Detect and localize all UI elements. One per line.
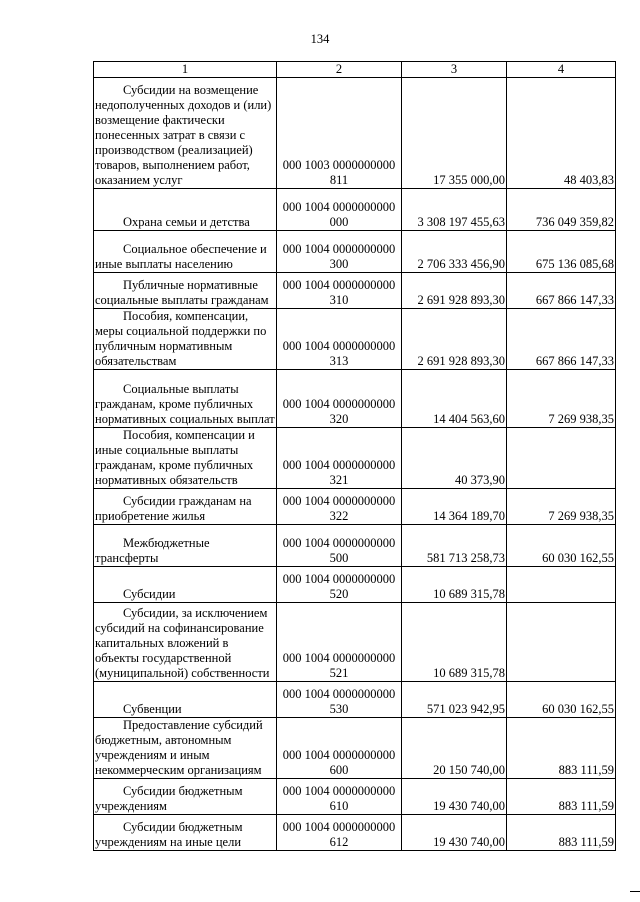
- row-value-col3: 20 150 740,00: [402, 718, 507, 779]
- budget-table: [93, 61, 616, 851]
- row-value-col4: 7 269 938,35: [507, 489, 616, 525]
- row-value-col4: 883 111,59: [507, 815, 616, 851]
- row-name-text: Охрана семьи и детства: [123, 215, 250, 229]
- table-row: [94, 309, 616, 370]
- code-suffix: 313: [329, 354, 349, 368]
- code-suffix: 000: [329, 215, 349, 229]
- row-value-col3: 3 308 197 455,63: [402, 189, 507, 231]
- row-name-text: Социальные выплаты гражданам, кроме публичных нормативных социальных выплат: [95, 382, 275, 426]
- row-name-text: Социальное обеспечение и иные выплаты населению: [95, 242, 267, 271]
- row-name-text: Субсидии гражданам на приобретение жилья: [95, 494, 252, 523]
- row-value-col3: 10 689 315,78: [402, 567, 507, 603]
- code-suffix: 612: [329, 835, 349, 849]
- row-name-text: Субсидии, за исключением субсидий на софинансирование капитальных вложений в объекты государственной (муниципальной) собственности: [95, 606, 270, 680]
- row-name-text: Публичные нормативные социальные выплаты гражданам: [95, 278, 269, 307]
- row-name-text: Субсидии бюджетным учреждениям: [95, 784, 243, 813]
- row-value-col4: 667 866 147,33: [507, 273, 616, 309]
- table-header-row: [94, 62, 616, 78]
- row-code: [277, 189, 402, 231]
- row-value-col3: 14 364 189,70: [402, 489, 507, 525]
- code-main: 000 1004 0000000000: [282, 494, 396, 508]
- row-name-text: Пособия, компенсации, меры социальной поддержки по публичным нормативным обязательствам: [95, 309, 267, 368]
- row-name: [94, 428, 277, 489]
- table-row: [94, 567, 616, 603]
- row-value-col3: 17 355 000,00: [402, 78, 507, 189]
- row-name: [94, 273, 277, 309]
- row-name: [94, 489, 277, 525]
- row-code: [277, 231, 402, 273]
- row-value-col4: [507, 428, 616, 489]
- row-name: [94, 309, 277, 370]
- table-row: [94, 231, 616, 273]
- row-code: [277, 273, 402, 309]
- code-suffix: 310: [329, 293, 349, 307]
- code-main: 000 1004 0000000000: [282, 572, 396, 586]
- code-suffix: 600: [329, 763, 349, 777]
- row-value-col4: 60 030 162,55: [507, 525, 616, 567]
- row-code: [277, 370, 402, 428]
- column-header: 2: [277, 62, 402, 78]
- table-row: [94, 428, 616, 489]
- row-value-col3: 10 689 315,78: [402, 603, 507, 682]
- row-name: [94, 603, 277, 682]
- table-row: [94, 815, 616, 851]
- row-code: [277, 682, 402, 718]
- edge-mark: [630, 891, 640, 892]
- code-main: 000 1004 0000000000: [282, 820, 396, 834]
- table-row: [94, 189, 616, 231]
- column-header: 1: [94, 62, 277, 78]
- code-suffix: 500: [329, 551, 349, 565]
- row-value-col4: 883 111,59: [507, 779, 616, 815]
- row-name: [94, 682, 277, 718]
- code-suffix: 530: [329, 702, 349, 716]
- row-code: [277, 489, 402, 525]
- code-suffix: 811: [329, 173, 349, 187]
- code-main: 000 1004 0000000000: [282, 536, 396, 550]
- row-value-col4: 60 030 162,55: [507, 682, 616, 718]
- code-suffix: 300: [329, 257, 349, 271]
- code-suffix: 610: [329, 799, 349, 813]
- code-main: 000 1004 0000000000: [282, 748, 396, 762]
- row-code: [277, 815, 402, 851]
- row-name: [94, 567, 277, 603]
- row-code: [277, 603, 402, 682]
- table-row: [94, 603, 616, 682]
- column-header: 3: [402, 62, 507, 78]
- row-code: [277, 78, 402, 189]
- row-name: [94, 78, 277, 189]
- row-code: [277, 567, 402, 603]
- column-header: 4: [507, 62, 616, 78]
- table-row: [94, 682, 616, 718]
- code-suffix: 322: [329, 509, 349, 523]
- table-row: [94, 779, 616, 815]
- row-name: [94, 370, 277, 428]
- code-main: 000 1003 0000000000: [282, 158, 396, 172]
- row-value-col4: 7 269 938,35: [507, 370, 616, 428]
- row-name: [94, 231, 277, 273]
- code-main: 000 1004 0000000000: [282, 200, 396, 214]
- table-row: [94, 273, 616, 309]
- row-name: [94, 815, 277, 851]
- code-suffix: 520: [329, 587, 349, 601]
- code-main: 000 1004 0000000000: [282, 458, 396, 472]
- code-main: 000 1004 0000000000: [282, 278, 396, 292]
- row-value-col3: 2 691 928 893,30: [402, 309, 507, 370]
- row-code: [277, 309, 402, 370]
- page-number: 134: [310, 32, 330, 46]
- table-row: [94, 370, 616, 428]
- code-main: 000 1004 0000000000: [282, 784, 396, 798]
- row-value-col3: 2 706 333 456,90: [402, 231, 507, 273]
- row-value-col4: [507, 567, 616, 603]
- table-row: [94, 78, 616, 189]
- code-main: 000 1004 0000000000: [282, 242, 396, 256]
- row-value-col3: 40 373,90: [402, 428, 507, 489]
- code-suffix: 521: [329, 666, 349, 680]
- row-value-col3: 19 430 740,00: [402, 815, 507, 851]
- row-value-col4: 736 049 359,82: [507, 189, 616, 231]
- code-suffix: 320: [329, 412, 349, 426]
- code-main: 000 1004 0000000000: [282, 687, 396, 701]
- row-code: [277, 428, 402, 489]
- code-main: 000 1004 0000000000: [282, 651, 396, 665]
- row-name-text: Межбюджетные трансферты: [95, 536, 210, 565]
- row-name-text: Субвенции: [123, 702, 182, 716]
- row-value-col4: [507, 603, 616, 682]
- code-main: 000 1004 0000000000: [282, 339, 396, 353]
- row-value-col3: 571 023 942,95: [402, 682, 507, 718]
- table-row: [94, 525, 616, 567]
- code-main: 000 1004 0000000000: [282, 397, 396, 411]
- row-name-text: Пособия, компенсации и иные социальные выплаты гражданам, кроме публичных нормативных обязательств: [95, 428, 255, 487]
- row-value-col3: 14 404 563,60: [402, 370, 507, 428]
- table-row: [94, 718, 616, 779]
- row-name: [94, 189, 277, 231]
- row-name: [94, 779, 277, 815]
- row-code: [277, 525, 402, 567]
- row-value-col3: 581 713 258,73: [402, 525, 507, 567]
- table-row: [94, 489, 616, 525]
- row-code: [277, 779, 402, 815]
- row-name-text: Предоставление субсидий бюджетным, автономным учреждениям и иным некоммерческим организациям: [95, 718, 263, 777]
- row-value-col3: 2 691 928 893,30: [402, 273, 507, 309]
- row-name: [94, 525, 277, 567]
- row-name-text: Субсидии: [123, 587, 176, 601]
- row-name: [94, 718, 277, 779]
- row-value-col3: 19 430 740,00: [402, 779, 507, 815]
- code-suffix: 321: [329, 473, 349, 487]
- row-code: [277, 718, 402, 779]
- row-value-col4: 883 111,59: [507, 718, 616, 779]
- row-value-col4: 667 866 147,33: [507, 309, 616, 370]
- row-value-col4: 675 136 085,68: [507, 231, 616, 273]
- row-name-text: Субсидии на возмещение недополученных доходов и (или) возмещение фактически понесенных затрат в связи с производством (реализацией) товаров, выполнением работ, оказанием услуг: [95, 83, 272, 187]
- row-value-col4: 48 403,83: [507, 78, 616, 189]
- row-name-text: Субсидии бюджетным учреждениям на иные цели: [95, 820, 243, 849]
